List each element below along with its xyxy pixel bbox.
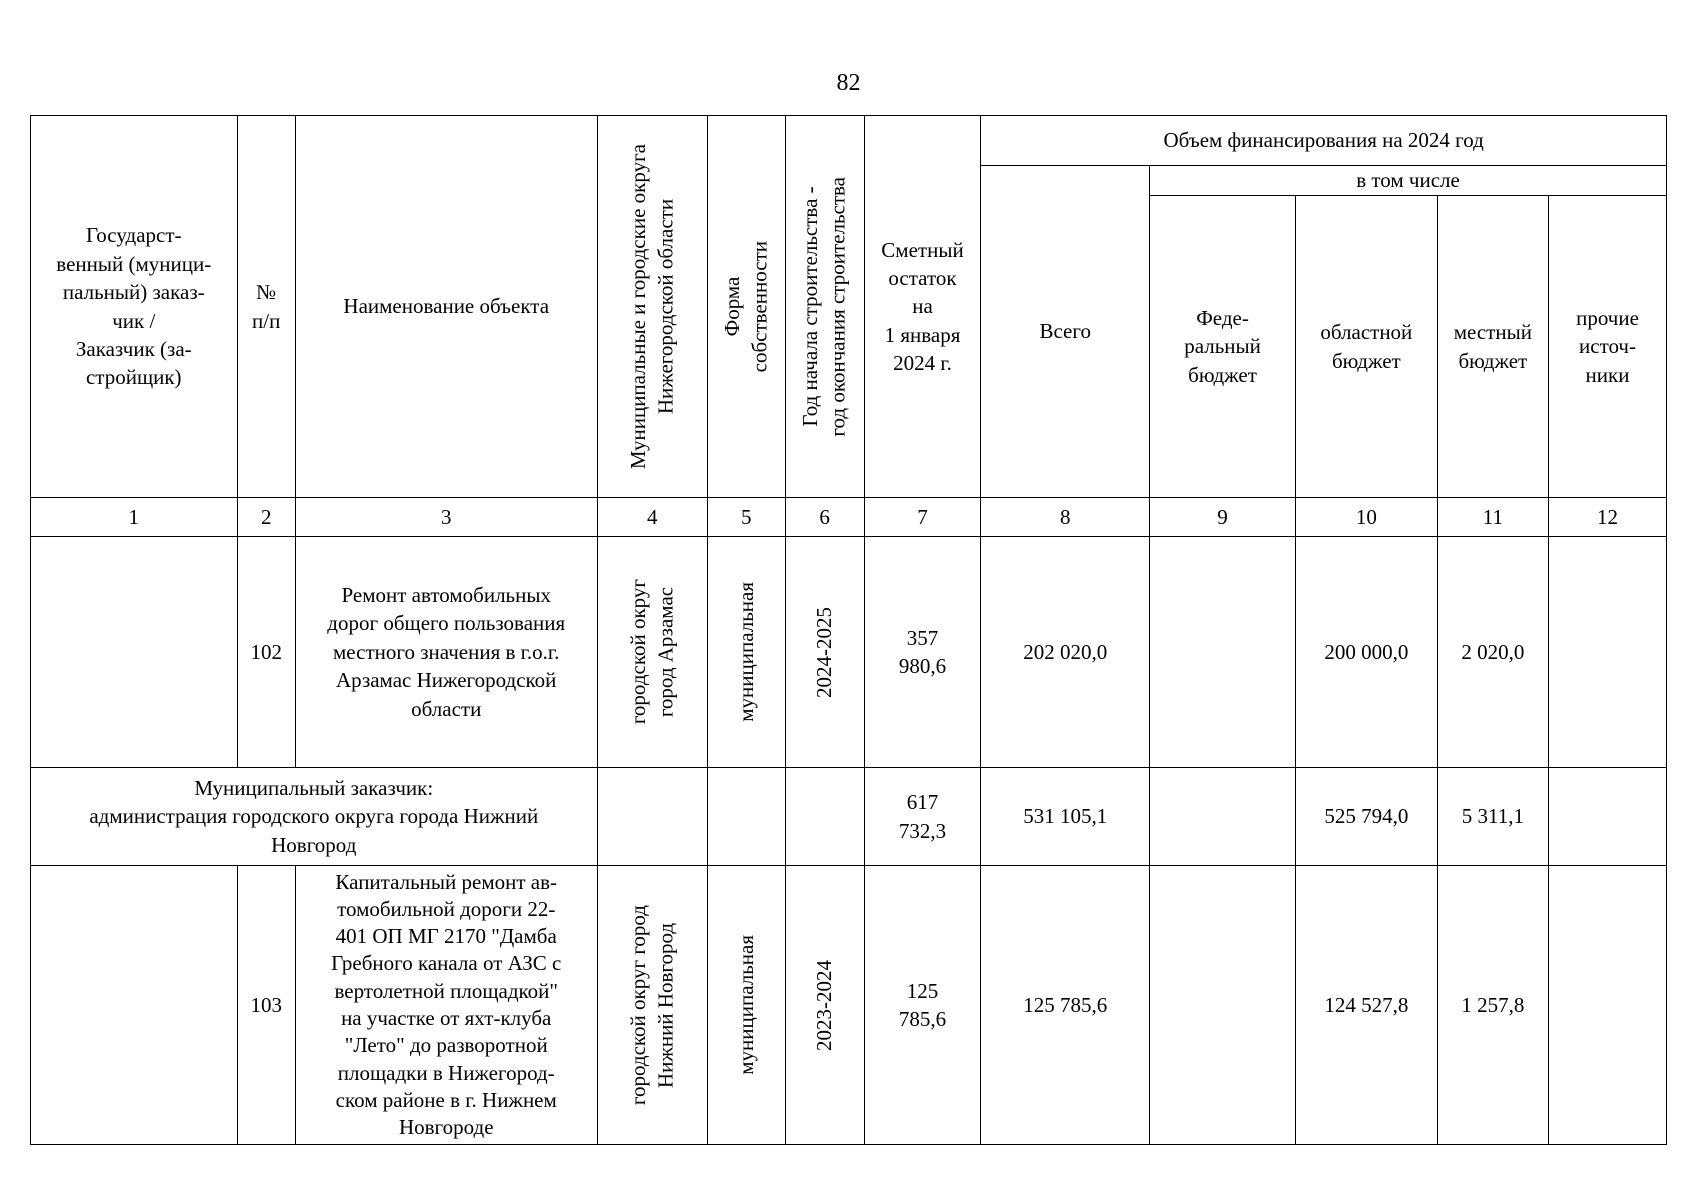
row-103-total: 125 785,6 xyxy=(981,866,1150,1145)
customer-row xyxy=(31,768,1667,866)
customer-row-ownership xyxy=(707,768,785,866)
table-row xyxy=(31,866,1667,1145)
row-102-customer xyxy=(31,537,238,768)
column-numbers-row xyxy=(31,498,1667,537)
row-103-ownership: муниципальная xyxy=(707,866,785,1145)
row-103-years: 2023-2024 xyxy=(785,866,864,1145)
customer-row-federal xyxy=(1150,768,1296,866)
column-number: 5 xyxy=(707,498,785,537)
column-number: 10 xyxy=(1296,498,1438,537)
header-other: прочие источ- ники xyxy=(1549,196,1667,498)
header-total: Всего xyxy=(981,166,1150,498)
row-103-district: городской округ город Нижний Новгород xyxy=(597,866,707,1145)
row-102-district: городской округ город Арзамас xyxy=(597,537,707,768)
header-estimate-balance: Сметный остаток на 1 января 2024 г. xyxy=(864,116,981,498)
column-number: 1 xyxy=(31,498,238,537)
customer-row-years xyxy=(785,768,864,866)
row-102-name: Ремонт автомобильных дорог общего пользования местного значения в г.о.г. Арзамас Нижегородской области xyxy=(295,537,597,768)
header-construction-years: Год начала строительства - год окончания строительства xyxy=(785,116,864,498)
row-102-years: 2024-2025 xyxy=(785,537,864,768)
customer-row-regional: 525 794,0 xyxy=(1296,768,1438,866)
header-municipal-districts: Муниципальные и городские округа Нижегородской области xyxy=(597,116,707,498)
row-103-name: Капитальный ремонт ав- томобильной дороги 22- 401 ОП МГ 2170 "Дамба Гребного канала от АЗС с вертолетной площадкой" на участке от яхт-клуба "Лето" до разворотной площадки в Нижегород- ском районе в г. Нижнем Новгороде xyxy=(295,866,597,1145)
header-financing-title: Объем финансирования на 2024 год xyxy=(981,116,1667,166)
row-102-estimate: 357 980,6 xyxy=(864,537,981,768)
customer-row-estimate: 617 732,3 xyxy=(864,768,981,866)
column-number: 12 xyxy=(1549,498,1667,537)
table-row xyxy=(31,537,1667,768)
row-103-local: 1 257,8 xyxy=(1437,866,1548,1145)
column-number: 11 xyxy=(1437,498,1548,537)
row-103-customer xyxy=(31,866,238,1145)
row-102-ownership: муниципальная xyxy=(707,537,785,768)
customer-row-other xyxy=(1549,768,1667,866)
row-102-total: 202 020,0 xyxy=(981,537,1150,768)
customer-row-label: Муниципальный заказчик: администрация городского округа города Нижний Новгород xyxy=(31,768,598,866)
column-number: 6 xyxy=(785,498,864,537)
row-103-num: 103 xyxy=(237,866,295,1145)
column-number: 8 xyxy=(981,498,1150,537)
header-customer: Государст- венный (муници- пальный) заказ- чик / Заказчик (за- стройщик) xyxy=(31,116,238,498)
customer-row-district xyxy=(597,768,707,866)
page-number: 82 xyxy=(836,70,861,96)
customer-row-total: 531 105,1 xyxy=(981,768,1150,866)
row-102-federal xyxy=(1150,537,1296,768)
header-regional: областной бюджет xyxy=(1296,196,1438,498)
column-number: 2 xyxy=(237,498,295,537)
row-102-other xyxy=(1549,537,1667,768)
header-num: № п/п xyxy=(237,116,295,498)
header-ownership: Форма собственности xyxy=(707,116,785,498)
customer-row-local: 5 311,1 xyxy=(1437,768,1548,866)
row-103-regional: 124 527,8 xyxy=(1296,866,1438,1145)
header-local: местный бюджет xyxy=(1437,196,1548,498)
row-103-other xyxy=(1549,866,1667,1145)
header-federal: Феде- ральный бюджет xyxy=(1150,196,1296,498)
row-103-federal xyxy=(1150,866,1296,1145)
header-object-name: Наименование объекта xyxy=(295,116,597,498)
header-including: в том числе xyxy=(1150,166,1667,196)
row-102-num: 102 xyxy=(237,537,295,768)
column-number: 4 xyxy=(597,498,707,537)
column-number: 3 xyxy=(295,498,597,537)
row-102-local: 2 020,0 xyxy=(1437,537,1548,768)
column-number: 7 xyxy=(864,498,981,537)
row-103-estimate: 125 785,6 xyxy=(864,866,981,1145)
row-102-regional: 200 000,0 xyxy=(1296,537,1438,768)
column-number: 9 xyxy=(1150,498,1296,537)
financing-table xyxy=(30,115,1667,1145)
